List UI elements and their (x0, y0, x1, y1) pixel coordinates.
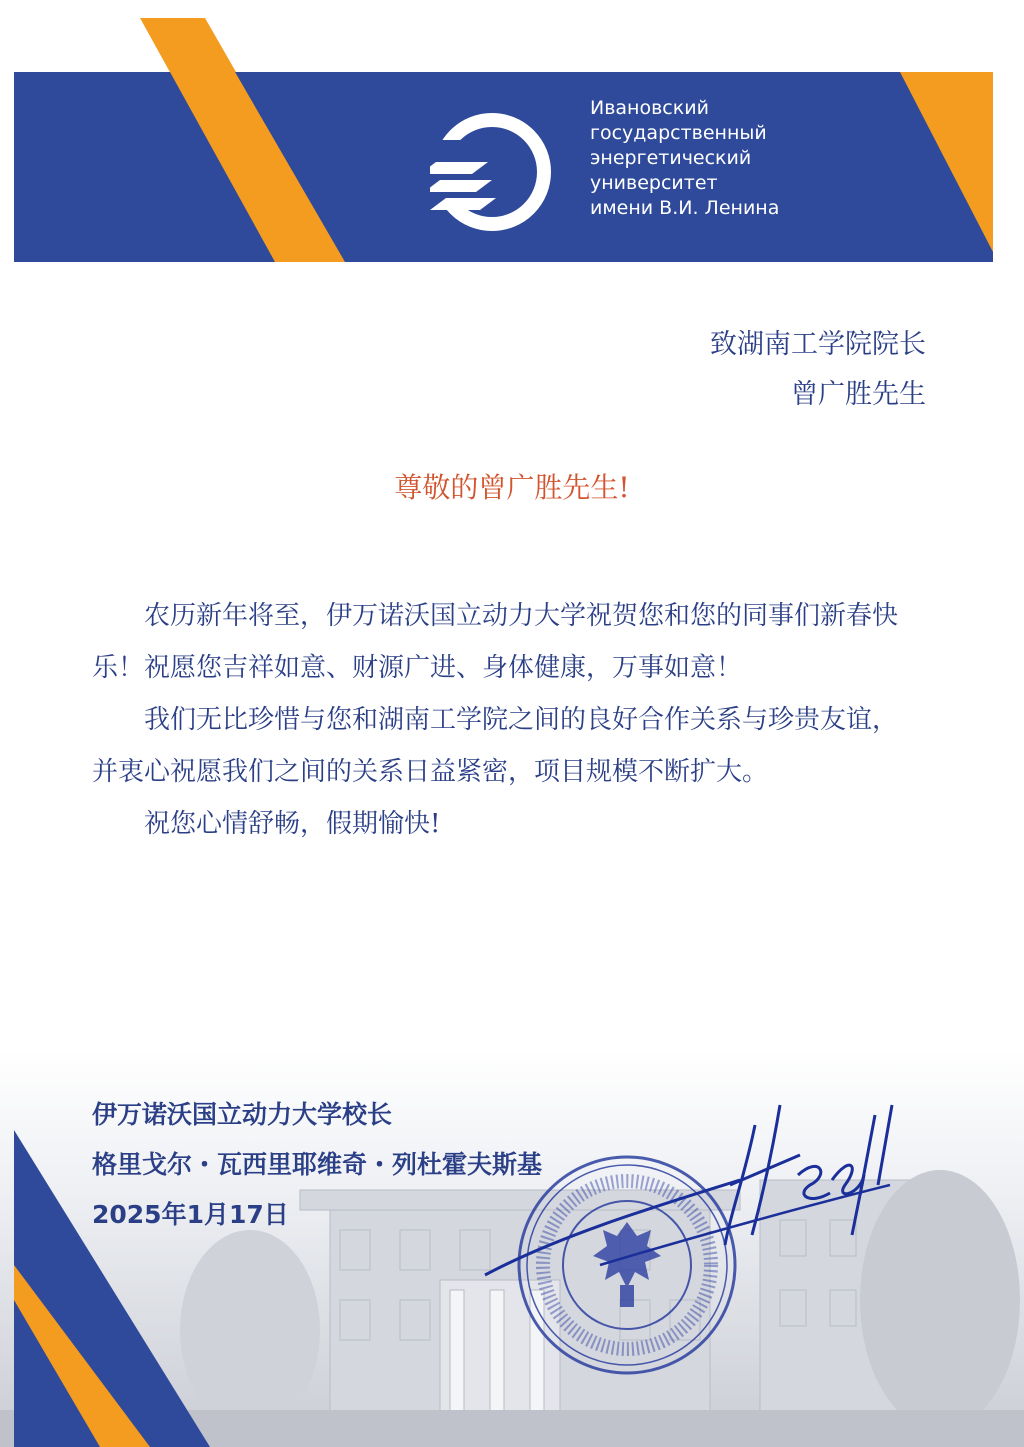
banner-white-cut (275, 262, 360, 270)
letter-body (92, 590, 922, 850)
signer-block (92, 1090, 542, 1240)
addressee-name: 曾广胜先生 (791, 379, 926, 410)
university-name: Ивановский государственный энергетический университет имени В.И. Ленина (590, 97, 780, 219)
addressee-block (710, 320, 926, 420)
addressee-title: 致湖南工学院院长 (710, 329, 926, 360)
letter-date: 2025年1月17日 (92, 1200, 289, 1229)
university-logo-icon (430, 110, 555, 235)
paragraph-1: 农历新年将至，伊万诺沃国立动力大学祝贺您和您的同事们新春快乐！祝愿您吉祥如意、财源广进、身体健康，万事如意！ (92, 601, 899, 683)
signer-name: 格里戈尔・瓦西里耶维奇・列杜霍夫斯基 (92, 1150, 543, 1179)
salutation: 尊敬的曾广胜先生! (394, 471, 630, 504)
signer-title: 伊万诺沃国立动力大学校长 (92, 1100, 393, 1129)
paragraph-3: 祝您心情舒畅，假期愉快! (144, 809, 441, 839)
paragraph-2: 我们无比珍惜与您和湖南工学院之间的良好合作关系与珍贵友谊，并衷心祝愿我们之间的关系日益紧密，项目规模不断扩大。 (92, 705, 899, 787)
handwritten-signature (480, 1085, 900, 1285)
